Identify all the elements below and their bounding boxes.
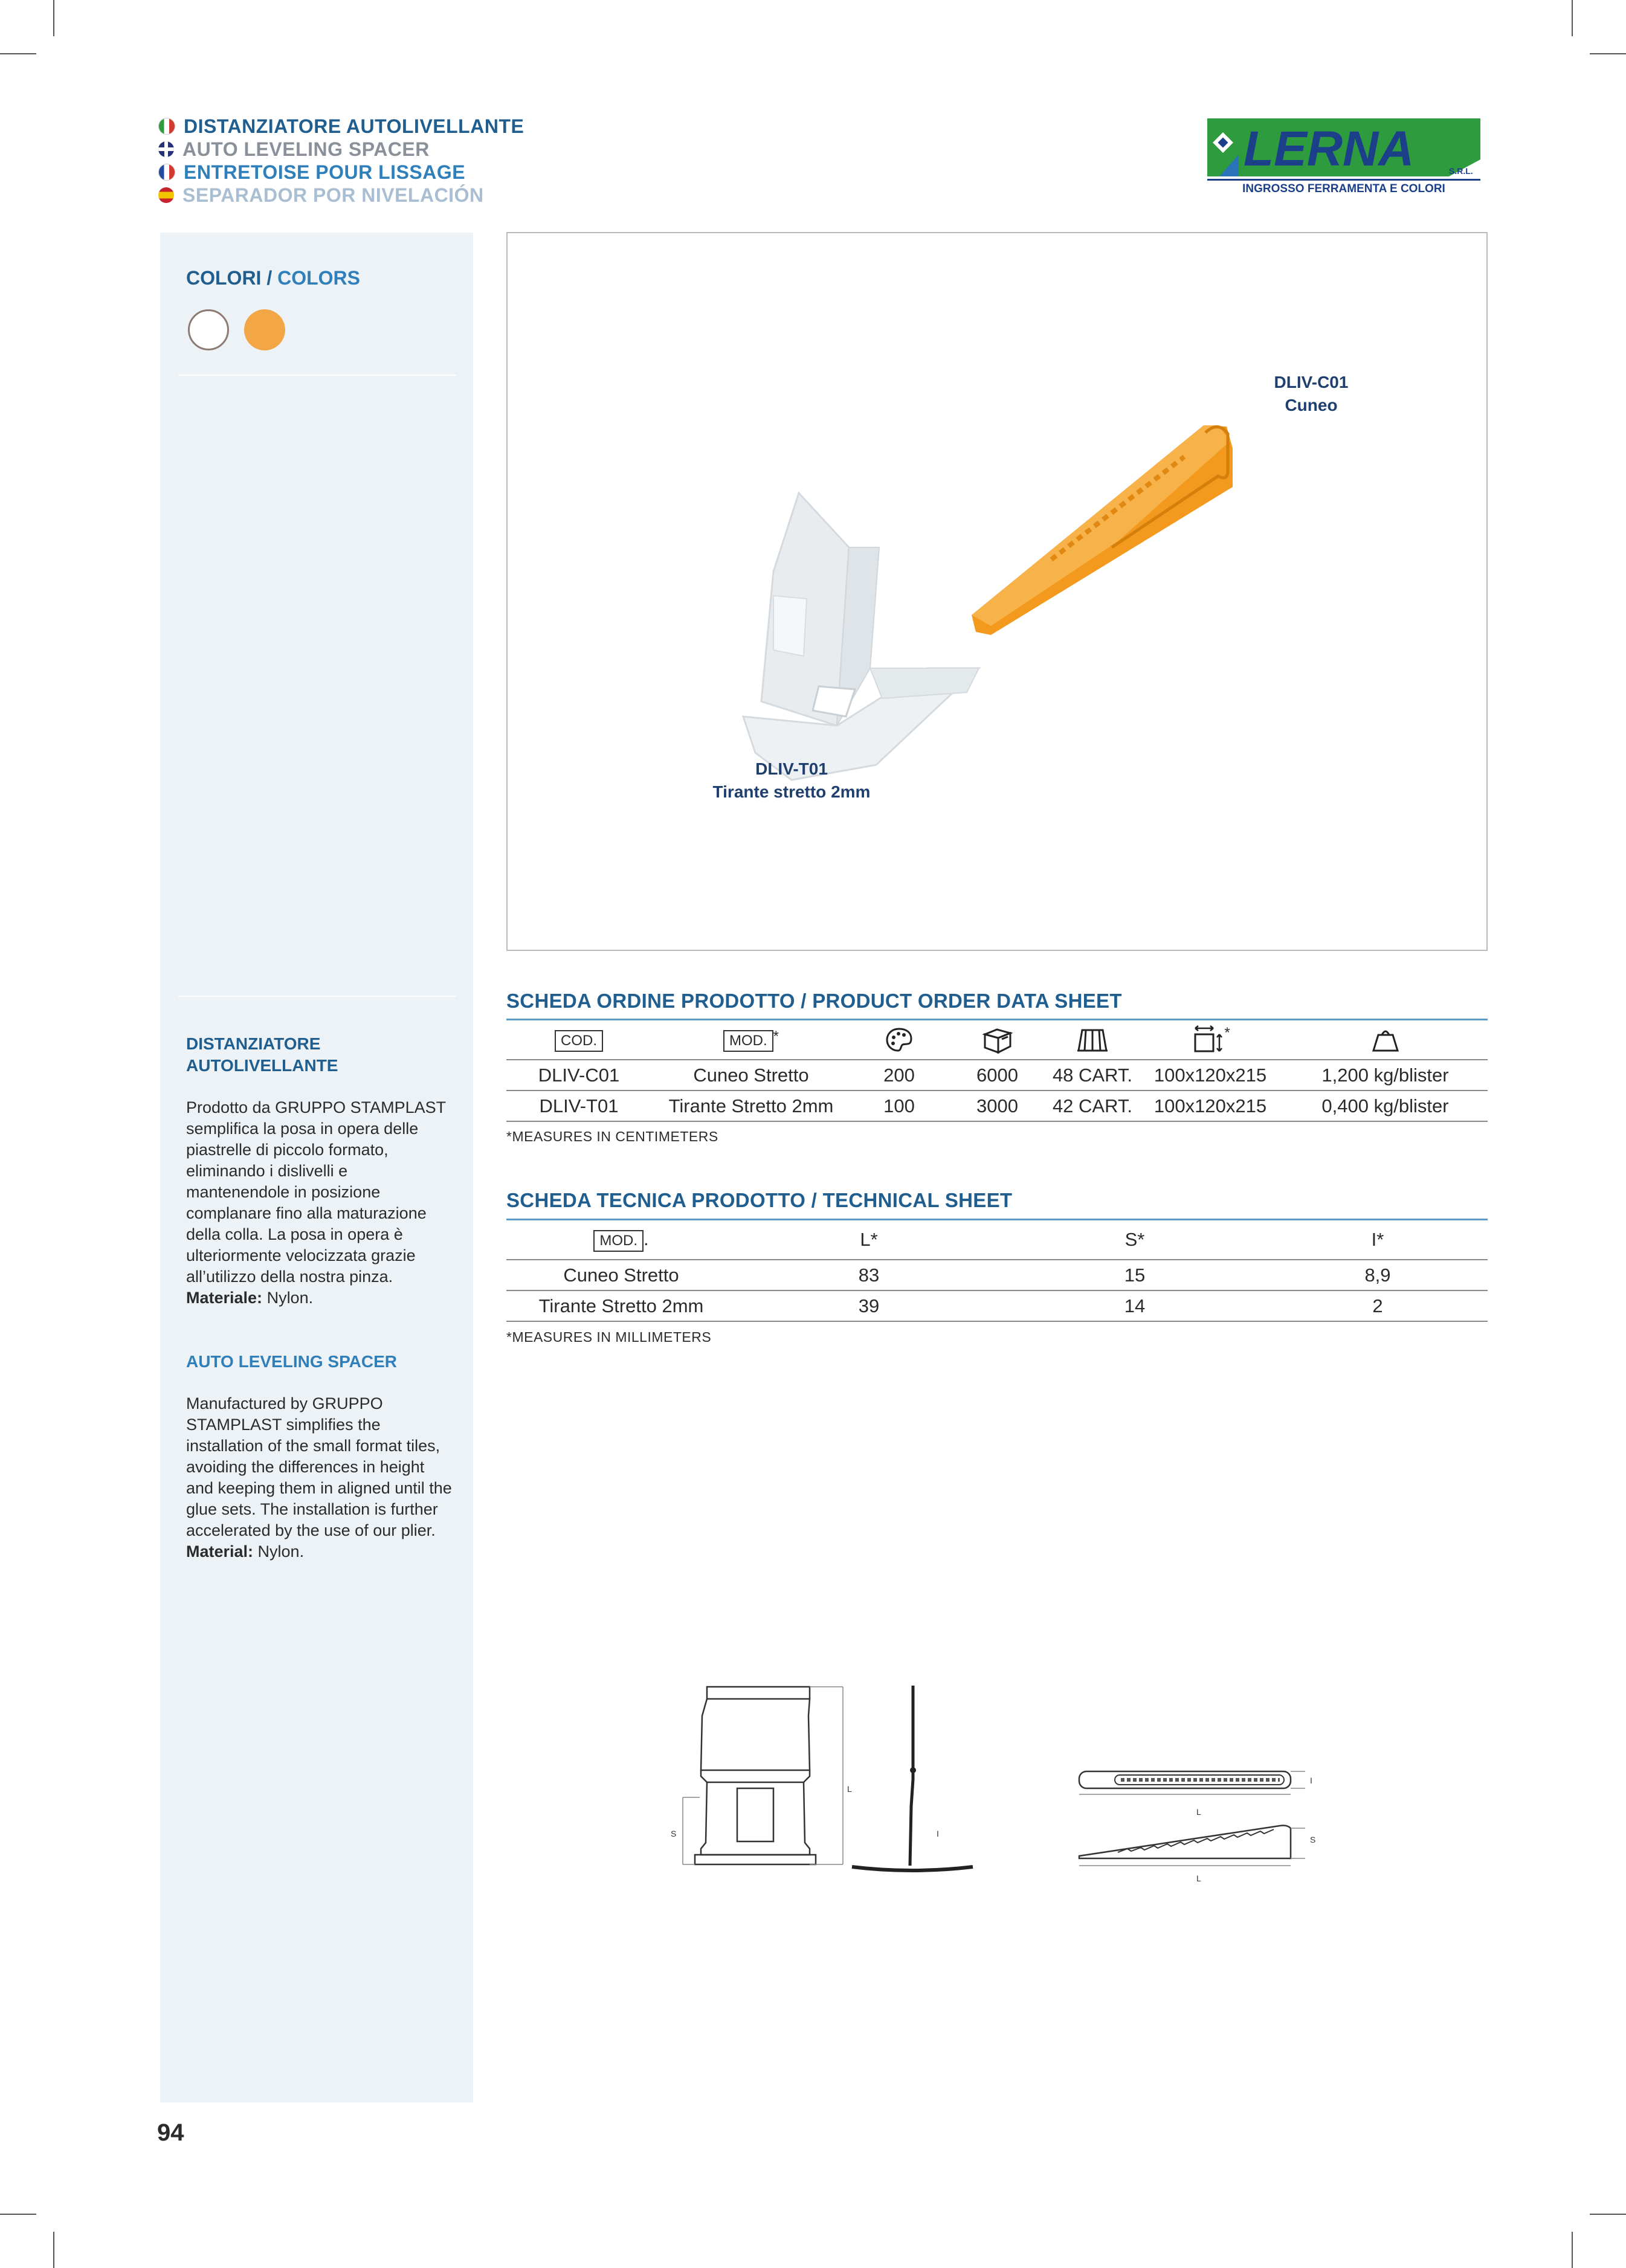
clip-dimension-i: I [937, 1829, 939, 1838]
tech-mod-suffix: . [644, 1228, 649, 1249]
tech-cell-l: 39 [736, 1290, 1002, 1321]
material-it-label: Materiale: [186, 1289, 263, 1307]
crop-mark [1572, 2232, 1573, 2268]
material-en-value: Nylon. [253, 1542, 305, 1561]
pallet-icon [1075, 1026, 1110, 1053]
clip-dimension-s: S [671, 1829, 677, 1838]
title-it [158, 115, 524, 138]
mod-label: MOD. [723, 1030, 773, 1052]
material-en-label: Material: [186, 1542, 254, 1561]
crop-mark [1590, 2214, 1626, 2215]
sidebar-divider [178, 375, 456, 376]
box-icon [981, 1026, 1014, 1054]
title-en [158, 138, 524, 161]
order-cell-dims: 100x120x215 [1138, 1091, 1283, 1121]
tech-header-mod [506, 1220, 736, 1260]
order-cell-cod: DLIV-C01 [506, 1060, 651, 1091]
order-header-box [947, 1020, 1047, 1060]
order-cell-qty1: 200 [851, 1060, 947, 1091]
order-header-pallet [1047, 1020, 1138, 1060]
order-header-cod [506, 1020, 651, 1060]
crop-mark [1572, 0, 1573, 36]
material-it-value: Nylon. [262, 1289, 314, 1307]
tech-cell-s: 15 [1002, 1260, 1268, 1290]
tech-cell-s: 14 [1002, 1290, 1268, 1321]
tech-sheet-table [506, 1220, 1488, 1322]
tech-cell-mod: Tirante Stretto 2mm [506, 1290, 736, 1321]
uk-flag-icon [158, 141, 174, 157]
wedge-callout-name: Cuneo [1285, 396, 1338, 414]
cod-label: COD. [555, 1030, 603, 1052]
crop-mark [53, 0, 54, 36]
colors-heading [186, 267, 360, 289]
clip-callout-name: Tirante stretto 2mm [712, 782, 871, 801]
colors-heading-en: COLORS [277, 267, 360, 289]
order-sheet-title: SCHEDA ORDINE PRODOTTO / PRODUCT ORDER DATA SHEET [506, 990, 1122, 1012]
wedge-dimension-s: S [1310, 1835, 1316, 1844]
wedge-dimension-l-bottom: L [1196, 1873, 1201, 1883]
page-number: 94 [157, 2119, 184, 2146]
logo-wordmark: LERNA [1244, 121, 1415, 176]
logo-suffix: S.R.L. [1449, 166, 1473, 176]
order-row [506, 1091, 1488, 1121]
order-cell-cod: DLIV-T01 [506, 1091, 651, 1121]
crop-mark [1590, 53, 1626, 54]
order-header-palette [851, 1020, 947, 1060]
order-cell-mod: Tirante Stretto 2mm [651, 1091, 851, 1121]
wedge-callout-code: DLIV-C01 [1274, 373, 1349, 391]
color-swatch-orange [244, 309, 285, 350]
product-photo [508, 233, 1486, 950]
wedge-side-drawing [1079, 1826, 1305, 1866]
description-it-heading: DISTANZIATORE AUTOLIVELLANTE [186, 1034, 338, 1075]
order-cell-qty1: 100 [851, 1091, 947, 1121]
description-en-text: Manufactured by GRUPPO STAMPLAST simplifies the installation of the small format tiles, avoiding the differences in height and keeping them in aligned until the glue sets. The installation is further accelerated by the use of our plier. [186, 1394, 452, 1539]
order-cell-cart: 48 CART. [1047, 1060, 1138, 1091]
material-en [186, 1541, 452, 1562]
tech-cell-i: 2 [1268, 1290, 1488, 1321]
order-cell-weight: 1,200 kg/blister [1283, 1060, 1488, 1091]
order-cell-qty2: 6000 [947, 1060, 1047, 1091]
crop-mark [0, 2214, 36, 2215]
tech-sheet-title: SCHEDA TECNICA PRODOTTO / TECHNICAL SHEET [506, 1189, 1013, 1211]
order-sheet-note: *MEASURES IN CENTIMETERS [506, 1129, 718, 1144]
colors-heading-it: COLORI / [186, 267, 278, 289]
order-header-mod [651, 1020, 851, 1060]
product-image-frame [506, 232, 1488, 951]
order-header-weight [1283, 1020, 1488, 1060]
clip-side-drawing [852, 1686, 973, 1870]
tech-sheet-note: *MEASURES IN MILLIMETERS [506, 1329, 712, 1345]
color-swatch-white [188, 309, 229, 350]
dims-star: * [1224, 1025, 1230, 1041]
order-cell-dims: 100x120x215 [1138, 1060, 1283, 1091]
france-flag-icon [158, 164, 175, 181]
clip-front-drawing [683, 1687, 843, 1864]
leveling-clip-image [743, 493, 979, 780]
wedge-top-drawing [1079, 1771, 1305, 1794]
title-fr [158, 161, 524, 184]
order-sheet-header [506, 1020, 1488, 1060]
palette-icon [885, 1026, 914, 1053]
title-es-text: SEPARADOR POR NIVELACIÓN [182, 184, 484, 206]
order-header-dimensions [1138, 1020, 1283, 1060]
tech-header-l: L* [736, 1220, 1002, 1260]
order-cell-mod: Cuneo Stretto [651, 1060, 851, 1091]
title-it-text: DISTANZIATORE AUTOLIVELLANTE [184, 115, 524, 137]
description-it [186, 1033, 452, 1309]
tech-header-s: S* [1002, 1220, 1268, 1260]
tech-header-i: I* [1268, 1220, 1488, 1260]
clip-callout [671, 758, 912, 804]
tech-row [506, 1260, 1488, 1290]
weight-icon [1371, 1026, 1400, 1053]
order-row [506, 1060, 1488, 1091]
tech-cell-i: 8,9 [1268, 1260, 1488, 1290]
wedge-callout [1233, 371, 1390, 417]
crop-mark [53, 2232, 54, 2268]
order-cell-qty2: 3000 [947, 1091, 1047, 1121]
lerna-logo [1207, 118, 1480, 195]
wedge-dimension-i: I [1310, 1776, 1312, 1785]
logo-tagline: INGROSSO FERRAMENTA E COLORI [1242, 182, 1445, 195]
crop-mark [0, 53, 36, 54]
tech-cell-l: 83 [736, 1260, 1002, 1290]
wedge-image [972, 425, 1233, 635]
order-cell-weight: 0,400 kg/blister [1283, 1091, 1488, 1121]
product-title-block [158, 115, 524, 207]
italy-flag-icon [158, 118, 175, 135]
tech-row [506, 1290, 1488, 1321]
technical-drawings [659, 1674, 1341, 1897]
tech-mod-label: MOD. [593, 1230, 644, 1252]
clip-callout-code: DLIV-T01 [755, 759, 828, 778]
mod-star: * [773, 1028, 779, 1045]
tech-cell-mod: Cuneo Stretto [506, 1260, 736, 1290]
wedge-dimension-l-top: L [1196, 1807, 1201, 1817]
material-it [186, 1287, 452, 1309]
order-cell-cart: 42 CART. [1047, 1091, 1138, 1121]
title-fr-text: ENTRETOISE POUR LISSAGE [184, 161, 466, 183]
description-en [186, 1351, 452, 1562]
description-en-heading: AUTO LEVELING SPACER [186, 1352, 398, 1371]
clip-dimension-l: L [847, 1784, 852, 1794]
dimensions-icon [1190, 1025, 1224, 1055]
sidebar-divider [178, 996, 456, 997]
spain-flag-icon [158, 187, 174, 203]
title-en-text: AUTO LEVELING SPACER [182, 138, 430, 160]
title-es [158, 184, 524, 207]
description-it-text: Prodotto da GRUPPO STAMPLAST semplifica la posa in opera delle piastrelle di piccolo formato, eliminando i dislivelli e mantenendole in posizione complanare fino alla maturazione della colla. La posa in opera è ulteriormente velocizzata grazie all’utilizzo della nostra pinza. [186, 1098, 446, 1286]
order-sheet-table [506, 1020, 1488, 1122]
tech-sheet-header [506, 1220, 1488, 1260]
